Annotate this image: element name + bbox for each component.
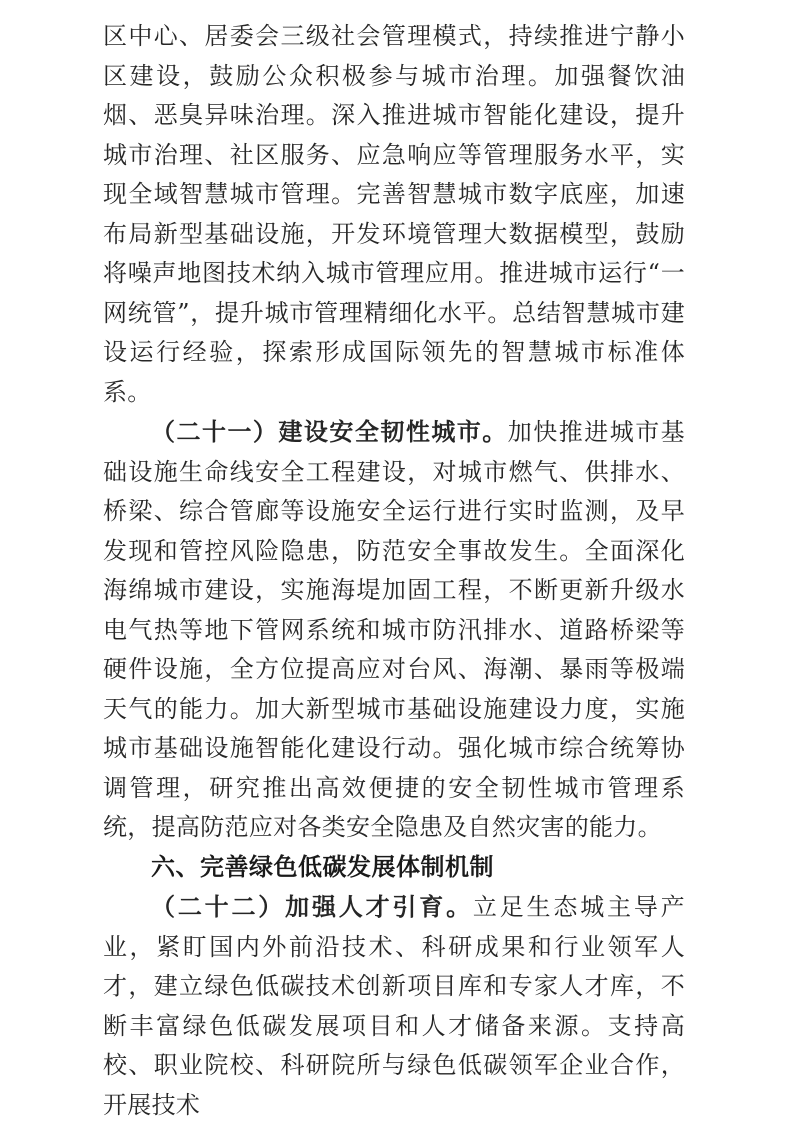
paragraph <box>103 17 685 412</box>
paragraph-lead: （二十一）建设安全韧性城市。 <box>151 417 508 446</box>
paragraph-text: 区中心、居委会三级社会管理模式，持续推进宁静小区建设，鼓励公众积极参与城市治理。加强餐饮油烟、恶臭异味治理。深入推进城市智能化建设，提升城市治理、社区服务、应急响应等管理服务水平，实现全域智慧城市管理。完善智慧城市数字底座，加速布局新型基础设施，开发环境管理大数据模型，鼓励将噪声地图技术纳入城市管理应用。推进城市运行“一网统管”，提升城市管理精细化水平。总结智慧城市建设运行经验，探索形成国际领先的智慧城市标准体系。 <box>103 22 685 406</box>
paragraph-text: 加快推进城市基础设施生命线安全工程建设，对城市燃气、供排水、桥梁、综合管廊等设施安全运行进行实时监测，及早发现和管控风险隐患，防范安全事故发生。全面深化海绵城市建设，实施海堤加固工程，不断更新升级水电气热等地下管网系统和城市防汛排水、道路桥梁等硬件设施，全方位提高应对台风、海潮、暴雨等极端天气的能力。加大新型城市基础设施建设力度，实施城市基础设施智能化建设行动。强化城市综合统筹协调管理，研究推出高效便捷的安全韧性城市管理系统，提高防范应对各类安全隐患及自然灾害的能力。 <box>103 418 685 841</box>
paragraph <box>103 887 685 1125</box>
paragraph-text: 立足生态城主导产业，紧盯国内外前沿技术、科研成果和行业领军人才，建立绿色低碳技术创新项目库和专家人才库，不断丰富绿色低碳发展项目和人才储备来源。支持高校、职业院校、科研院所与绿色低碳领军企业合作，开展技术 <box>103 893 685 1119</box>
paragraph <box>103 412 685 848</box>
section-heading: 六、完善绿色低碳发展体制机制 <box>151 853 494 881</box>
paragraph-lead: （二十二）加强人才引育。 <box>151 892 473 921</box>
